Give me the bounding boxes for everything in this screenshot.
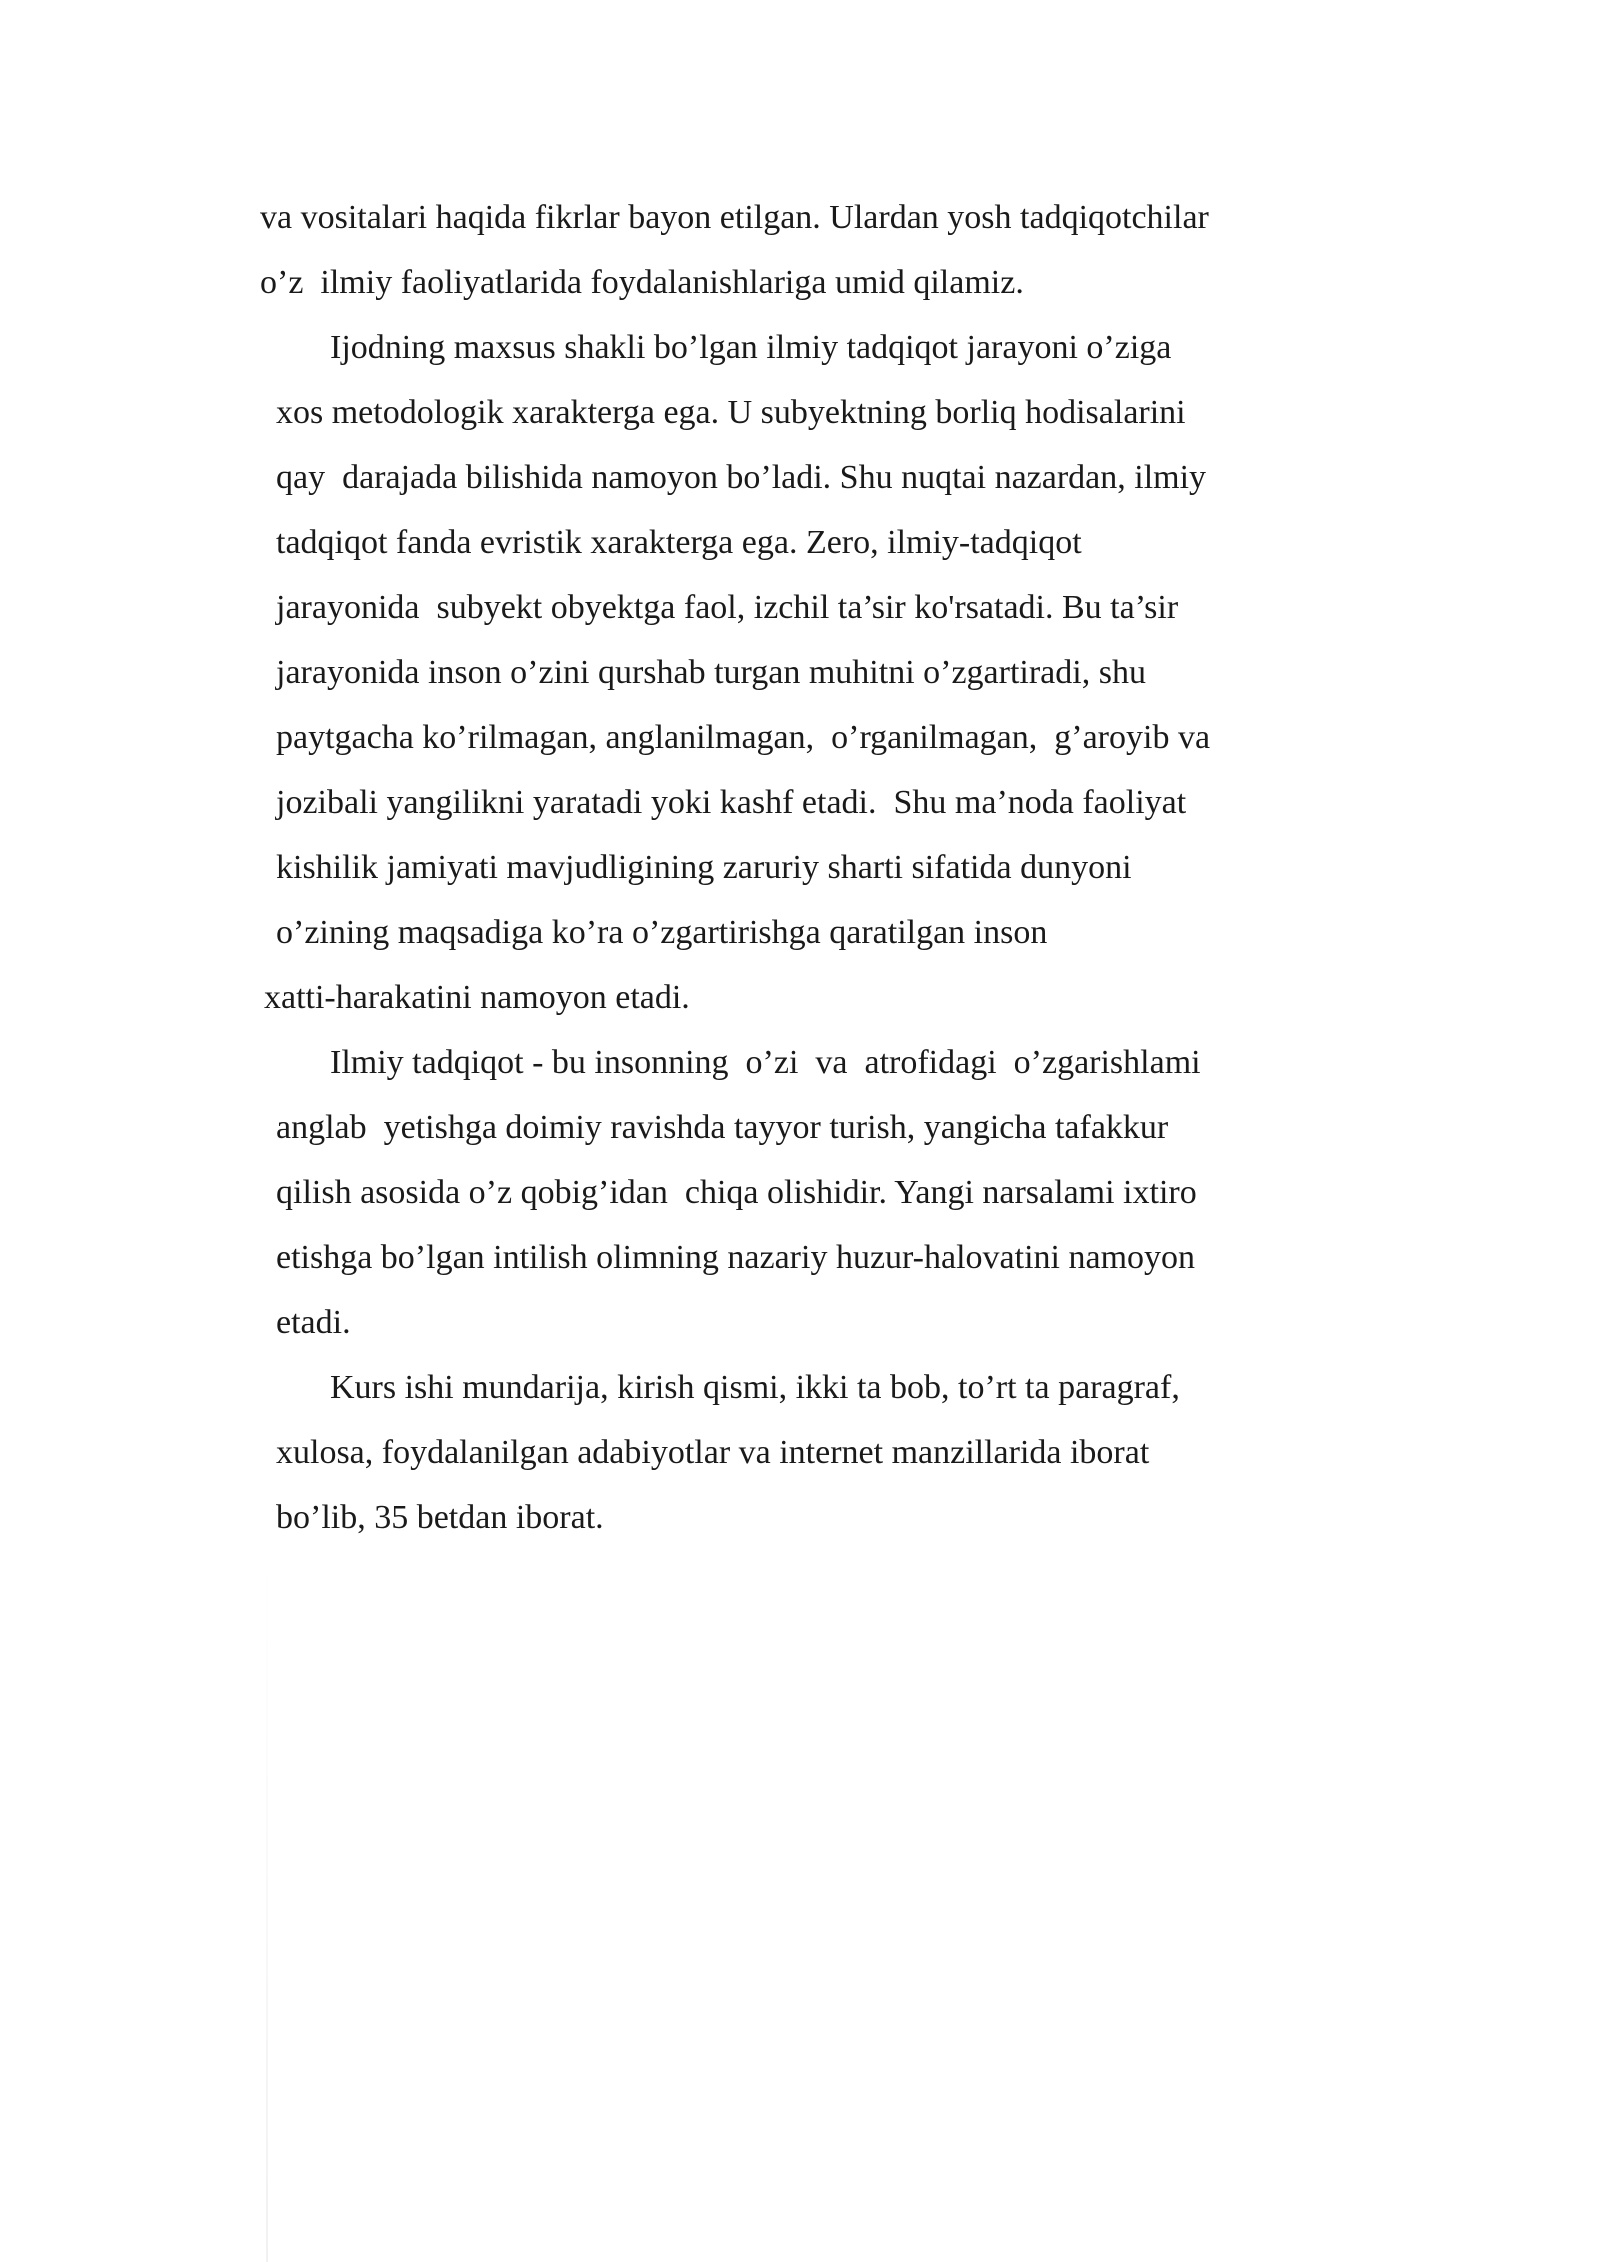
text-line-6: tadqiqot fanda evristik xarakterga ega. Zero, ilmiy-tadqiqot — [276, 524, 1082, 561]
text-line-14: Ilmiy tadqiqot - bu insonning o’zi va atrofidagi o’zgarishlami — [330, 1044, 1201, 1081]
text-line-20: xulosa, foydalanilgan adabiyotlar va internet manzillarida iborat — [276, 1434, 1150, 1471]
text-line-17: etishga bo’lgan intilish olimning nazariy huzur-halovatini namoyon — [276, 1239, 1196, 1276]
text-line-9: paytgacha ko’rilmagan, anglanilmagan, o’rganilmagan, g’aroyib va — [276, 719, 1211, 756]
text-line-21: bo’lib, 35 betdan iborat. — [276, 1499, 604, 1536]
text-line-7: jarayonida subyekt obyektga faol, izchil ta’sir ko'rsatadi. Bu ta’sir — [276, 589, 1179, 626]
text-line-1: va vositalari haqida fikrlar bayon etilgan. Ulardan yosh tadqiqotchilar — [260, 199, 1209, 236]
text-line-5: qay darajada bilishida namoyon bo’ladi. Shu nuqtai nazardan, ilmiy — [276, 459, 1207, 496]
text-line-3: Ijodning maxsus shakli bo’lgan ilmiy tadqiqot jarayoni o’ziga — [330, 329, 1172, 366]
text-line-16: qilish asosida o’z qobig’idan chiqa olishidir. Yangi narsalami ixtiro — [276, 1174, 1197, 1211]
text-line-18: etadi. — [276, 1304, 351, 1341]
text-line-4: xos metodologik xarakterga ega. U subyektning borliq hodisalarini — [276, 394, 1186, 431]
text-line-19: Kurs ishi mundarija, kirish qismi, ikki ta bob, to’rt ta paragraf, — [330, 1369, 1180, 1406]
text-line-2: o’z ilmiy faoliyatlarida foydalanishlariga umid qilamiz. — [260, 264, 1024, 301]
text-line-13: xatti-harakatini namoyon etadi. — [264, 979, 690, 1016]
text-line-11: kishilik jamiyati mavjudligining zaruriy sharti sifatida dunyoni — [276, 849, 1132, 886]
text-line-8: jarayonida inson o’zini qurshab turgan muhitni o’zgartiradi, shu — [276, 654, 1146, 691]
page-edge-shadow — [266, 1560, 268, 2262]
text-line-10: jozibali yangilikni yaratadi yoki kashf etadi. Shu ma’noda faoliyat — [276, 784, 1187, 821]
text-line-15: anglab yetishga doimiy ravishda tayyor turish, yangicha tafakkur — [276, 1109, 1169, 1146]
text-line-12: o’zining maqsadiga ko’ra o’zgartirishga qaratilgan inson — [276, 914, 1048, 951]
